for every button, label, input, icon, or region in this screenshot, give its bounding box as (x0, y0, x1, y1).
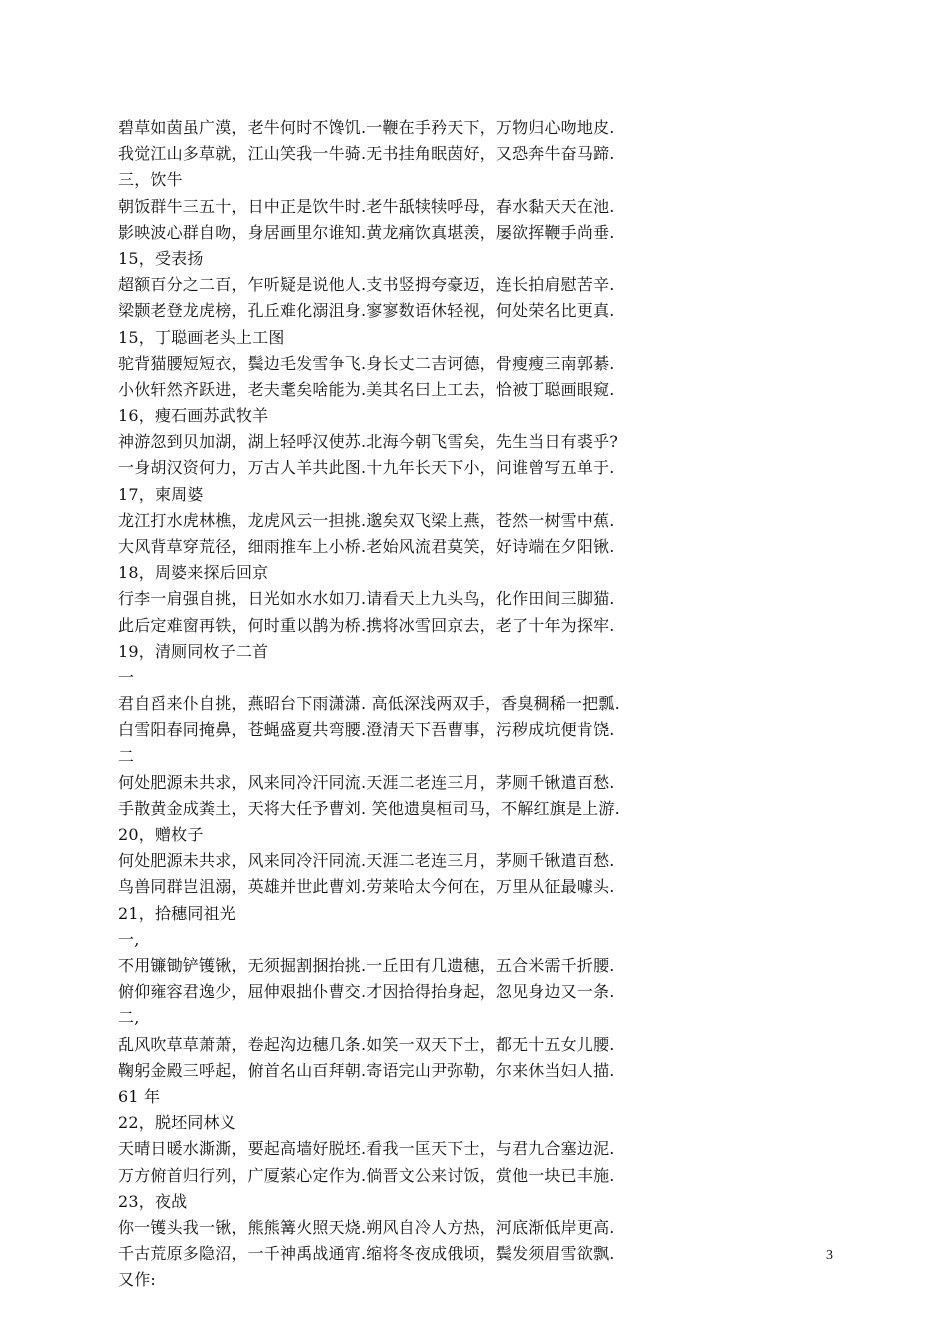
text-line: 三，饮牛 (118, 170, 183, 190)
text-line: 15，丁聪画老头上工图 (118, 327, 285, 347)
text-line: 君自舀来仆自挑，燕昭台下雨潇潇. 高低深浅两双手，香臭稠稀一把瓢. (118, 694, 620, 714)
text-line: 神游忽到贝加湖，湖上轻呼汉使苏.北海今朝飞雪矣，先生当日有裘乎? (118, 432, 619, 452)
page-number: 3 (826, 1248, 833, 1263)
text-line: 此后定难窗再铁，何时重以鹊为桥.携将冰雪回京去，老了十年为探牢. (118, 615, 615, 635)
text-line: 一 (118, 667, 135, 687)
text-line: 手散黄金成粪土，天将大任予曹刘. 笑他遗臭桓司马，不解红旗是上游. (118, 798, 620, 818)
text-line: 二, (118, 1008, 140, 1028)
text-line: 61 年 (118, 1086, 161, 1106)
text-line: 大风背草穿荒径，细雨推车上小桥.老始风流君莫笑，好诗端在夕阳锹. (118, 537, 615, 556)
text-line: 鞠躬金殿三呼起，俯首名山百拜朝.寄语完山尹弥勒，尔来休当妇人描. (118, 1060, 615, 1080)
text-line: 何处肥源未共求，风来同冷汗同流.天涯二老连三月，茅厕千锹遣百愁. (118, 851, 615, 871)
text-line: 20，赠枚子 (118, 825, 204, 845)
text-line: 龙江打水虎林樵，龙虎风云一担挑.邈矣双飞梁上燕，苍然一树雪中蕉. (118, 510, 615, 530)
text-line: 乱风吹草草萧萧，卷起沟边穗几条.如笑一双天下士，都无十五女儿腰. (118, 1034, 615, 1054)
text-line: 小伙轩然齐跃进，老夫耄矣啥能为.美其名曰上工去，恰被丁聪画眼窥. (118, 379, 615, 399)
text-line: 一身胡汉资何力，万古人羊共此图.十九年长天下小，问谁曾写五单于. (118, 458, 615, 478)
text-line: 17，柬周婆 (118, 484, 204, 504)
text-line: 15，受表扬 (118, 248, 204, 268)
text-line: 又作: (118, 1270, 156, 1290)
text-line: 何处肥源未共求，风来同冷汗同流.天涯二老连三月，茅厕千锹遣百愁. (118, 772, 615, 792)
text-line: 行李一肩强自挑，日光如水水如刀.请看天上九头鸟，化作田间三脚猫. (118, 589, 615, 609)
text-line: 我觉江山多草就，江山笑我一牛骑.无书挂角眠茵好，又恐奔牛奋马蹄. (118, 144, 615, 164)
text-line: 鸟兽同群岂沮溺，英雄并世此曹刘.劳莱哈太今何在，万里从征最噱头. (118, 877, 615, 897)
document-body (118, 115, 878, 1293)
text-line: 一, (118, 929, 140, 949)
text-line: 23，夜战 (118, 1191, 188, 1211)
text-line: 21，拾穗同祖光 (118, 903, 236, 923)
text-line: 不用镰锄铲镬锹，无须掘割捆抬挑.一丘田有几遗穗，五合米需千折腰. (118, 956, 615, 975)
text-line: 白雪阳春同掩鼻，苍蝇盛夏共弯腰.澄清天下吾曹事，污秽成坑便肯饶. (118, 720, 615, 740)
text-line: 驼背猫腰短短衣，鬓边毛发雪争飞.身长丈二吉诃德，骨瘦瘦三南郭綦. (118, 353, 615, 373)
text-line: 天晴日暖水澌澌，要起高墙好脱坯.看我一匡天下士，与君九合塞边泥. (118, 1139, 615, 1159)
text-line: 你一镬头我一锹，熊熊篝火照天烧.朔风自冷人方热，河底渐低岸更高. (118, 1217, 615, 1237)
text-line: 超额百分之二百，乍听疑是说他人.支书竖拇夸豪迈，连长拍肩慰苦辛. (118, 275, 615, 295)
text-line: 万方俯首归行列，广厦萦心定作为.倘晋文公来讨饭，赏他一块已丰施. (118, 1165, 615, 1185)
text-line: 梁颢老登龙虎榜，孔丘难化溺沮身.寥寥数语休轻视，何处荣名比更真. (118, 301, 615, 321)
text-line: 千古荒原多隐沼，一千神禹战通宵.缩将冬夜成俄顷，鬓发须眉雪欲飘. (118, 1244, 615, 1264)
text-line: 22，脱坯同林义 (118, 1113, 236, 1133)
text-line: 俯仰雍容君逸少，屈伸艰拙仆曹交.才因拾得抬身起，忽见身边又一条. (118, 982, 615, 1002)
text-line: 碧草如茵虽广漠，老牛何时不馋饥.一鞭在手矜天下，万物归心吻地皮. (118, 118, 615, 137)
text-line: 朝饭群牛三五十，日中正是饮牛时.老牛舐犊犊呼母，春水黏天天在池. (118, 196, 615, 216)
text-line: 16，瘦石画苏武牧羊 (118, 406, 269, 426)
text-line: 18，周婆来探后回京 (118, 563, 269, 583)
text-line: 19，清厕同枚子二首 (118, 641, 269, 661)
text-line: 二 (118, 746, 135, 766)
text-line: 影映波心群自吻，身居画里尔谁知.黄龙痛饮真堪羡，屡欲挥鞭手尚垂. (118, 222, 615, 242)
